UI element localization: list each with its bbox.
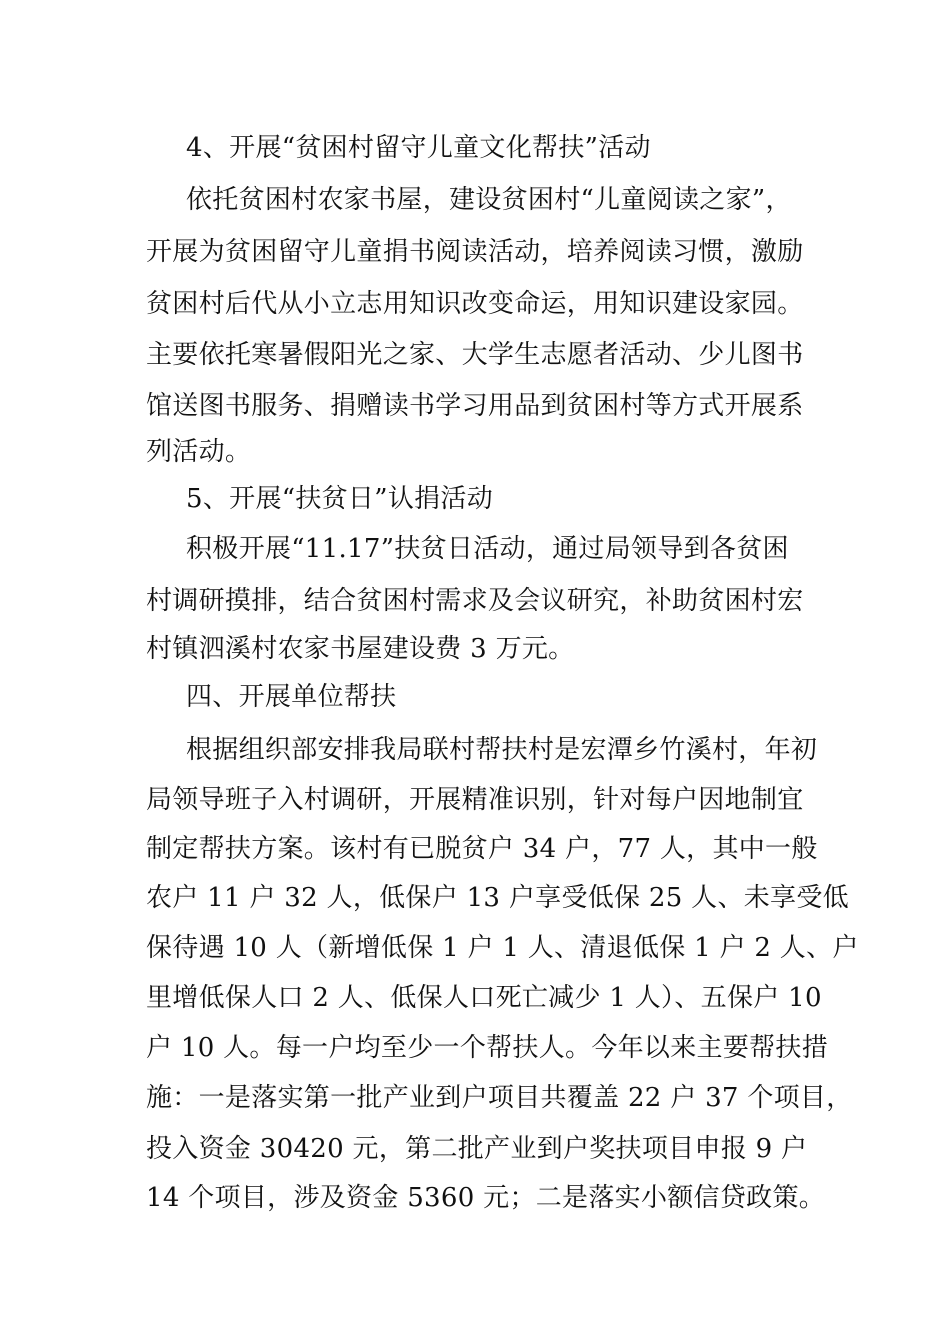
paragraph-line: 制定帮扶方案。该村有已脱贫户 34 户，77 人，其中一般: [146, 834, 818, 864]
paragraph-line: 里增低保人口 2 人、低保人口死亡减少 1 人）、五保户 10: [146, 983, 822, 1013]
paragraph-line: 局领导班子入村调研，开展精准识别，针对每户因地制宜: [146, 785, 804, 815]
paragraph-line: 施：一是落实第一批产业到户项目共覆盖 22 户 37 个项目，: [146, 1083, 853, 1113]
paragraph-line: 户 10 人。每一户均至少一个帮扶人。今年以来主要帮扶措: [146, 1033, 829, 1063]
paragraph-line: 列活动。: [146, 437, 252, 467]
paragraph-line: 14 个项目，涉及资金 5360 元；二是落实小额信贷政策。: [146, 1183, 826, 1213]
paragraph-line: 保待遇 10 人（新增低保 1 户 1 人、清退低保 1 户 2 人、户: [146, 933, 859, 963]
paragraph-line: 村调研摸排，结合贫困村需求及会议研究，补助贫困村宏: [146, 586, 804, 616]
heading-unit-assistance: 四、开展单位帮扶: [186, 682, 397, 712]
paragraph-line: 积极开展“11.17”扶贫日活动，通过局领导到各贫困: [186, 534, 789, 564]
heading-poverty-day-donation: 5、开展“扶贫日”认捐活动: [186, 484, 494, 514]
paragraph-line: 依托贫困村农家书屋，建设贫困村“儿童阅读之家”，: [186, 185, 792, 215]
paragraph-line: 馆送图书服务、捐赠读书学习用品到贫困村等方式开展系: [146, 391, 804, 421]
paragraph-line: 主要依托寒暑假阳光之家、大学生志愿者活动、少儿图书: [146, 340, 804, 370]
heading-children-cultural-aid: 4、开展“贫困村留守儿童文化帮扶”活动: [186, 133, 651, 163]
paragraph-line: 根据组织部安排我局联村帮扶村是宏潭乡竹溪村，年初: [186, 735, 818, 765]
paragraph-line: 农户 11 户 32 人，低保户 13 户享受低保 25 人、未享受低: [146, 883, 849, 913]
paragraph-line: 贫困村后代从小立志用知识改变命运，用知识建设家园。: [146, 289, 804, 319]
paragraph-line: 开展为贫困留守儿童捐书阅读活动，培养阅读习惯，激励: [146, 237, 804, 267]
paragraph-line: 村镇泗溪村农家书屋建设费 3 万元。: [146, 634, 575, 664]
paragraph-line: 投入资金 30420 元，第二批产业到户奖扶项目申报 9 户: [146, 1134, 808, 1164]
